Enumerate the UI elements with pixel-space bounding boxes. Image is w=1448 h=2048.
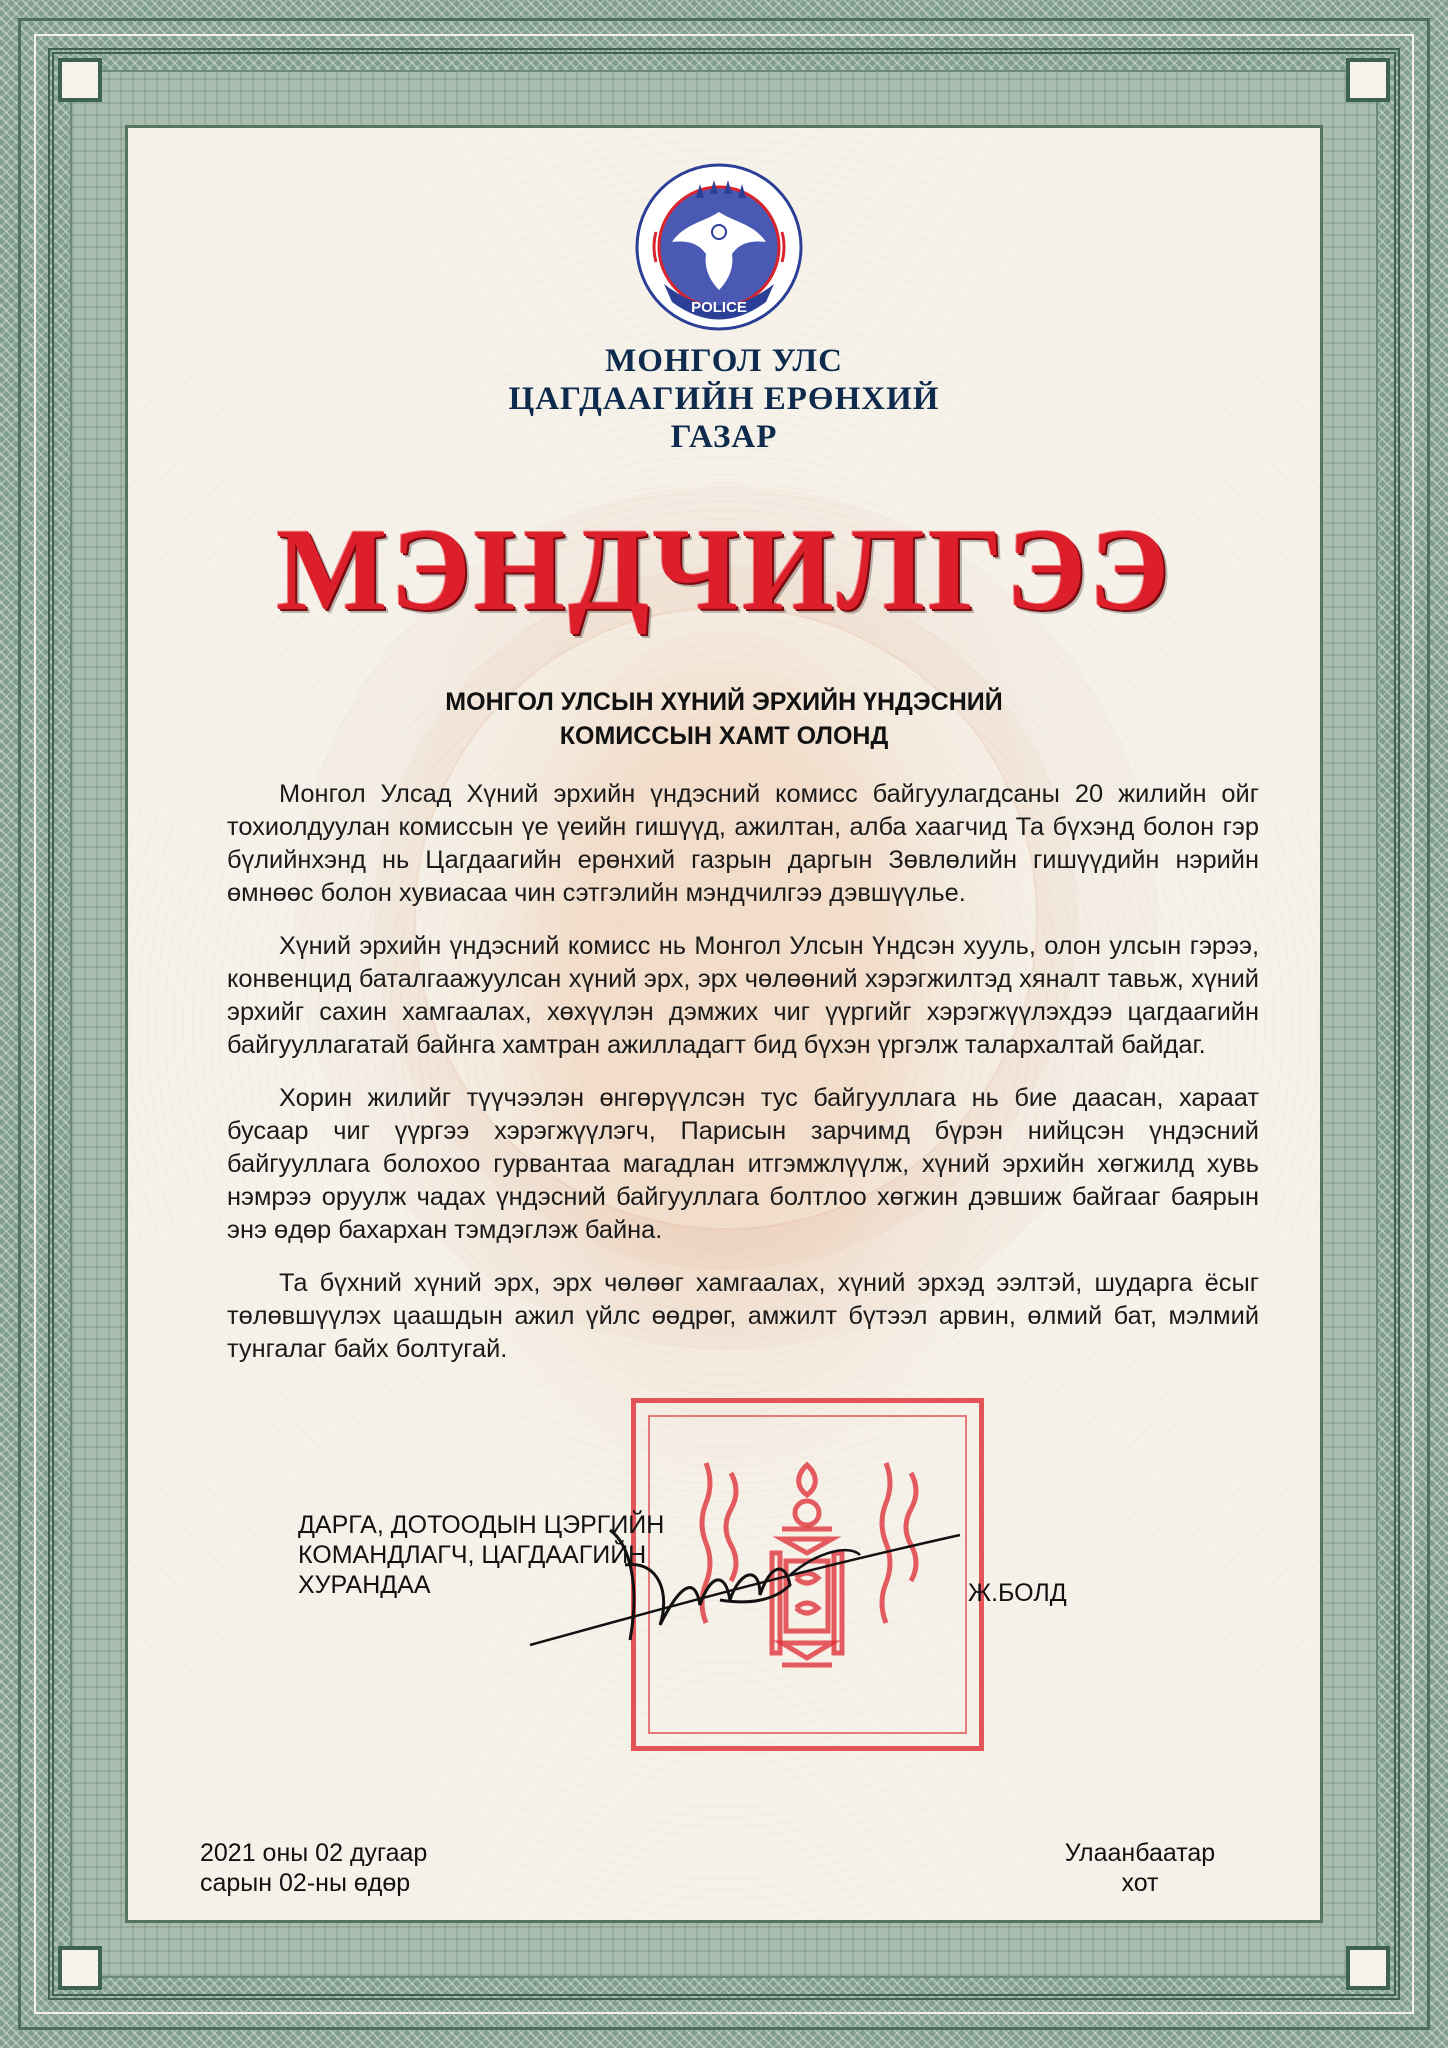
corner-ornament-bottom-left — [58, 1946, 102, 1990]
org-line-3: ГАЗАР — [670, 419, 778, 455]
place-line-1: Улаанбаатар — [1064, 1839, 1216, 1867]
handwritten-signature — [520, 1505, 970, 1655]
corner-ornament-bottom-right — [1346, 1946, 1390, 1990]
date-line-2: сарын 02-ны өдөр — [200, 1869, 411, 1897]
paragraph-4: Та бүхний хүний эрх, эрх чөлөөг хамгаалах, хүний эрхэд ээлтэй, шударга ёсыг төлөвшүүлэх цаашдын ажил үйлс өөдрөг, амжилт бүтээл арвин, өлмий бат, мэлмий тунгалаг байх болтугай. — [227, 1269, 1259, 1363]
issue-place — [1030, 1838, 1250, 1898]
signatory-title-line-2: КОМАНДЛАГЧ, ЦАГДААГИЙН — [298, 1541, 647, 1569]
org-line-2: ЦАГДААГИЙН ЕРӨНХИЙ — [508, 381, 940, 417]
place-line-2: хот — [1121, 1869, 1159, 1897]
recipient-block — [0, 685, 1448, 753]
recipient-line-1: МОНГОЛ УЛСЫН ХҮНИЙ ЭРХИЙН ҮНДЭСНИЙ — [445, 688, 1003, 716]
signatory-title-line-3: ХУРАНДАА — [298, 1571, 431, 1599]
organization-header — [0, 342, 1448, 456]
paragraph-2: Хүний эрхийн үндэсний комисс нь Монгол Улсын Үндсэн хууль, олон улсын гэрээ, конвенцид баталгаажуулсан хүний эрх, эрх чөлөөний хэрэгжилтэд хяналт тавьж, хүний эрхийг сахин хамгаалах, хөхүүлэн дэмжих чиг үүргийг хэрэгжүүлэхдээ цагдаагийн байгууллагатай байнга хамтран ажилладагт бид бүхэн үргэлж талархалтай байдаг. — [227, 932, 1259, 1059]
date-line-1: 2021 оны 02 дугаар — [200, 1839, 428, 1867]
recipient-line-2: КОМИССЫН ХАМТ ОЛОНД — [559, 722, 889, 750]
paragraph-3: Хорин жилийг түүчээлэн өнгөрүүлсэн тус байгууллага нь бие даасан, хараат бусаар чиг үүргээ хэрэгжүүлэгч, Парисын зарчимд бүрэн нийцсэн үндэсний байгууллага болохоо гурвантаа магадлан итгэмжлүүлж, хүний эрхийн хөгжилд хувь нэмрээ оруулж чадах үндэсний байгууллага болтлоо хөгжин дэвшиж байгааг баярын энэ өдөр бахархан тэмдэглэж байна. — [227, 1084, 1259, 1244]
document-title: МЭНДЧИЛГЭЭ — [276, 504, 1172, 635]
corner-ornament-top-left — [58, 58, 102, 102]
signatory-name: Ж.БОЛД — [968, 1579, 1067, 1607]
org-line-1: МОНГОЛ УЛС — [605, 343, 843, 379]
corner-ornament-top-right — [1346, 58, 1390, 102]
issue-date — [200, 1838, 427, 1898]
emblem-text: POLICE — [691, 299, 747, 316]
signatory-title-line-1: ДАРГА, ДОТООДЫН ЦЭРГИЙН — [298, 1511, 665, 1539]
police-emblem-icon — [634, 162, 804, 332]
paragraph-1: Монгол Улсад Хүний эрхийн үндэсний комисс байгуулагдсаны 20 жилийн ойг тохиолдуулан комиссын үе үеийн гишүүд, ажилтан, алба хаагчид Та бүхэнд болон гэр бүлийнхэнд нь Цагдаагийн ерөнхий газрын даргын Зөвлөлийн гишүүдийн нэрийн өмнөөс болон хувиасаа чин сэтгэлийн мэндчилгээ дэвшүүлье. — [227, 780, 1259, 907]
letter-body — [227, 778, 1259, 1386]
